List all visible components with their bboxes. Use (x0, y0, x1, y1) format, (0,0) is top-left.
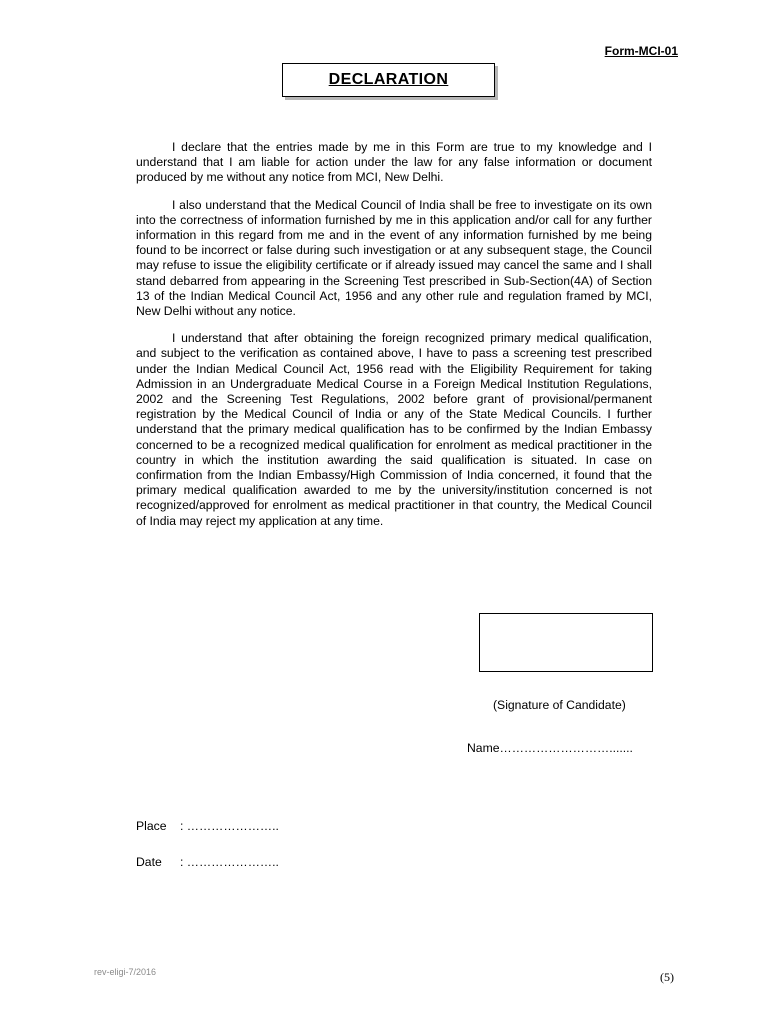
place-row (136, 819, 279, 833)
signature-box[interactable] (479, 613, 653, 672)
declaration-paragraph-3: I understand that after obtaining the foreign recognized primary medical qualification, and subject to the verification as contained above, I have to pass a screening test prescribed under the Indian Medical Council Act, 1956 read with the Eligibility Requirement for taking Admission in an Undergraduate Medical Course in a Foreign Medical Institution Regulations, 2002 and the Screening Test Regulations, 2002 before grant of provisional/permanent registration by the Medical Council of India or any of the State Medical Councils. I further understand that the primary medical qualification has to be confirmed by the Indian Embassy concerned to be a recognized medical qualification for enrolment as medical practitioner in the country in which the institution awarding the said qualification is situated. In case on confirmation from the Indian Embassy/High Commission of India concerned, it found that the primary medical qualification awarded to me by the university/institution concerned is not recognized/approved for enrolment as medical practitioner in that country, the Medical Council of India may reject my application at any time. (136, 331, 652, 528)
revision-code: rev-eligi-7/2016 (94, 967, 157, 977)
place-label: Place (136, 819, 167, 833)
title-box (282, 63, 495, 97)
date-label: Date (136, 855, 162, 869)
form-code: Form-MCI-01 (604, 44, 678, 58)
date-row (136, 855, 279, 869)
name-field[interactable]: Name………………………....... (467, 741, 633, 755)
signature-label: (Signature of Candidate) (493, 698, 626, 712)
page-number: (5) (660, 970, 674, 984)
declaration-body (136, 140, 652, 541)
place-field[interactable]: : ………………….. (180, 819, 279, 833)
page-title: DECLARATION (328, 71, 449, 88)
declaration-paragraph-1: I declare that the entries made by me in this Form are true to my knowledge and I understand that I am liable for action under the law for any false information or document produced by me without any notice from MCI, New Delhi. (136, 140, 652, 185)
declaration-paragraph-2: I also understand that the Medical Council of India shall be free to investigate on its own into the correctness of information furnished by me in this application and/or call for any further information in this regard from me and in the event of any information furnished by me being found to be incorrect or false during such investigation or at any subsequent stage, the Council may refuse to issue the eligibility certificate or if already issued may cancel the same and I shall stand debarred from appearing in the Screening Test prescribed in Sub-Section(4A) of Section 13 of the Indian Medical Council Act, 1956 and any other rule and regulation framed by MCI, New Delhi without any notice. (136, 197, 652, 319)
date-field[interactable]: : ………………….. (180, 855, 279, 869)
